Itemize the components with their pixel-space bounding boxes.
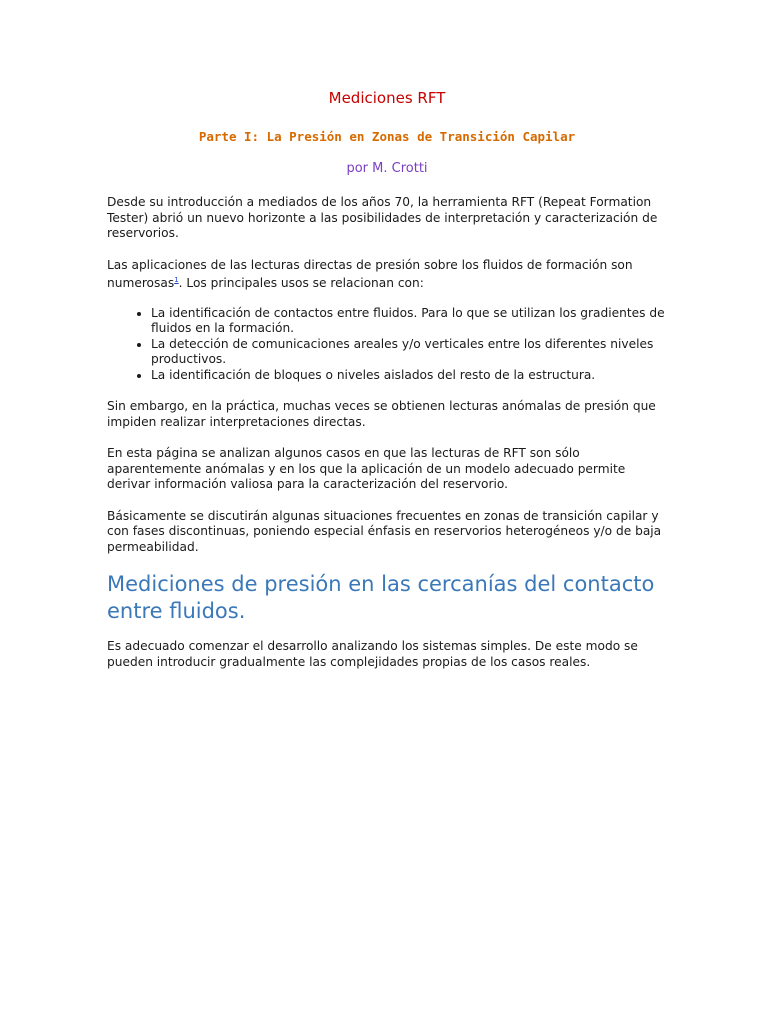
intro-paragraph: Desde su introducción a mediados de los años 70, la herramienta RFT (Repeat Formation Tester) abrió un nuevo horizonte a las posibilidades de interpretación y caracterización de reservorios. bbox=[107, 195, 658, 240]
document-page bbox=[107, 88, 667, 686]
list-item: • La identificación de bloques o niveles aislados del resto de la estructura. bbox=[151, 368, 667, 384]
anomalies-paragraph: Sin embargo, en la práctica, muchas veces se obtienen lecturas anómalas de presión que impiden realizar interpretaciones directas. bbox=[107, 399, 656, 429]
section-heading: Mediciones de presión en las cercanías del contacto entre fluidos. bbox=[107, 572, 655, 623]
document-author: por M. Crotti bbox=[346, 161, 428, 176]
list-item: • La detección de comunicaciones areales y/o verticales entre los diferentes niveles productivos. bbox=[151, 337, 667, 368]
uses-list bbox=[107, 306, 667, 384]
applications-text-end: . Los principales usos se relacionan con: bbox=[178, 276, 424, 290]
applications-paragraph bbox=[107, 258, 667, 292]
document-subtitle: Parte I: La Presión en Zonas de Transición Capilar bbox=[198, 129, 576, 144]
analysis-paragraph: En esta página se analizan algunos casos en que las lecturas de RFT son sólo aparentemente anómalas y en los que la aplicación de un modelo adecuado permite derivar información valiosa para la caracterización del reservorio. bbox=[107, 446, 626, 491]
footnote-link[interactable]: 1 bbox=[174, 276, 179, 284]
section-paragraph: Es adecuado comenzar el desarrollo analizando los sistemas simples. De este modo se pueden introducir gradualmente las complejidades propias de los casos reales. bbox=[107, 639, 638, 669]
list-item: • La identificación de contactos entre fluidos. Para lo que se utilizan los gradientes de fluidos en la formación. bbox=[151, 306, 667, 337]
document-title: Mediciones RFT bbox=[328, 89, 446, 107]
applications-text: Las aplicaciones de las lecturas directas de presión sobre los fluidos de formación son numerosas bbox=[107, 257, 633, 290]
discussion-paragraph: Básicamente se discutirán algunas situaciones frecuentes en zonas de transición capilar y con fases discontinuas, poniendo especial énfasis en reservorios heterogéneos y/o de baja permeabilidad. bbox=[107, 508, 662, 554]
